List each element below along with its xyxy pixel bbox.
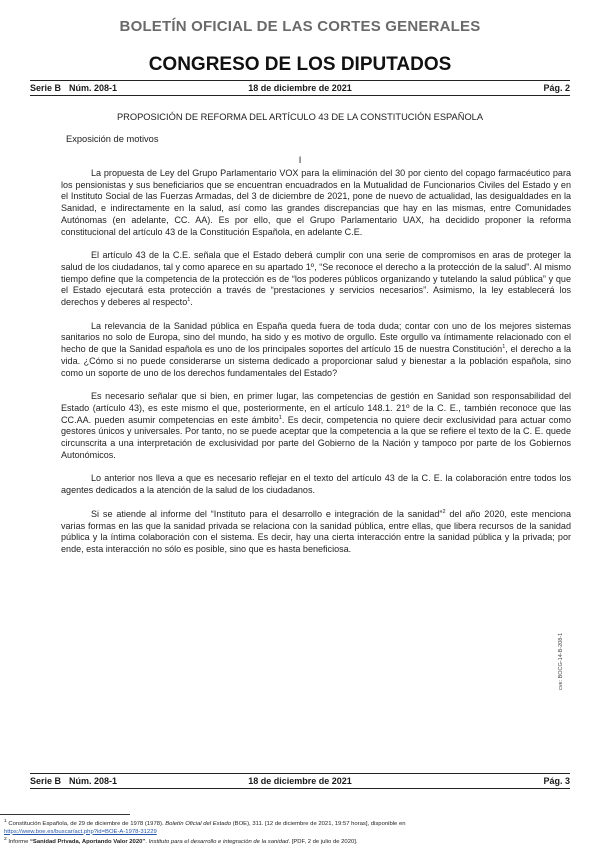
issue-date: 18 de diciembre de 2021 (248, 83, 352, 93)
cve-code: cve: BOCG-14-B-208-1 (558, 632, 564, 690)
footnotes (4, 818, 600, 847)
footer-series-bar (30, 773, 570, 789)
body-text (61, 168, 571, 568)
issue-number: Núm. 208-1 (69, 83, 118, 93)
publication-title: BOLETÍN OFICIAL DE LAS CORTES GENERALES (119, 18, 481, 35)
footnote-2: $^2$ Informe “Sanidad Privada, Aportando Valor 2020”. Instituto para el desarrollo e integración de la sanidad. [PDF, 2 de julio de 2020]. (4, 837, 358, 846)
paragraph: La propuesta de Ley del Grupo Parlamentario VOX para la eliminación del 30 por ciento del copago farmacéutico para los pensionistas y sus beneficiarios que se encuentran encuadrados en la Mutualidad de Funcionarios Civiles del Estado y en el Instituto Social de las Fuerzas Armadas, del 3 de diciembre de 2021, pone de nuevo de actualidad, las desigualdades en la Sanidad, e indirectamente en la salud, así como las grandes discrepancias que hay en las mismas, entre Comunidades Autónomas (en adelante, CC. AA). Es por ello, que el Grupo Parlamentario UAX, ha decidido proponer la reforma constitucional del artículo 43 de la Constitución Española, en adelante C.E. (61, 168, 571, 237)
series-label: Serie B (30, 776, 62, 786)
paragraph: La relevancia de la Sanidad pública en España queda fuera de toda duda; contar con uno de los mejores sistemas sanitarios no solo de Europa, sino del mundo, ha sido y es motivo de orgullo. Este orgullo va íntimamente relacionado con el hecho de que la Sanidad española es uno de los principales soportes del artículo 15 de nuestra Constitución$^1$, el derecho a la vida. ¿Cómo si no puede considerarse un sistema dedicado a proporcionar salud y bienestar a la población española, sino como un soporte de uno de los derechos fundamentales del Estado? (61, 320, 571, 378)
footnote-divider (0, 814, 130, 815)
footnote-ref[interactable]: 1 (502, 344, 506, 351)
footnote-1: $^1$ Constitución Española, de 29 de diciembre de 1978 (1978). Boletín Oficial del Estado (BOE), 311. [12 de diciembre de 2021, 19:57 horas], disponible en https://www.boe.es/buscar/act.php?id=BOE-A-1978-31229 (4, 819, 406, 835)
paragraph: Es necesario señalar que si bien, en primer lugar, las competencias de gestión en Sanidad son responsabilidad del Estado (artículo 43), es este mismo el que, posteriormente, en el artículo 148.1. 21º de la C. E., también reconoce que las CC.AA. pueden asumir competencias en este ámbito$^1$. Es decir, competencia no quiere decir exclusividad para actuar como gestores únicos y universales. Por tanto, no se puede aceptar que la competencia a la que se refiere el texto de la C. E. quede circunscrita a una interpretación de exclusividad por parte del Gobierno de la Nación y tampoco por parte de los Gobiernos Autonómicos. (61, 391, 571, 460)
page-number: Pág. 2 (543, 83, 570, 93)
footnote-ref[interactable]: 1 (278, 414, 282, 421)
document-title: PROPOSICIÓN DE REFORMA DEL ARTÍCULO 43 DE LA CONSTITUCIÓN ESPAÑOLA (116, 112, 484, 122)
issue-number: Núm. 208-1 (69, 776, 118, 786)
footnote-ref[interactable]: 1 (187, 297, 191, 304)
page-number: Pág. 3 (543, 776, 570, 786)
footnote-ref[interactable]: 2 (442, 508, 446, 515)
chamber-title: CONGRESO DE LOS DIPUTADOS (148, 54, 452, 75)
series-label: Serie B (30, 83, 62, 93)
paragraph: Si se atiende al informe del “Instituto para el desarrollo e integración de la sanidad”$^2$ del año 2020, este menciona varias formas en las que la sanidad privada se relaciona con la sanidad pública, entre ellas, que libera recursos de la sanidad pública y la íntima colaboración con el sistema. Es decir, hay una cierta interacción entre la sanidad pública y la privada; por ende, esta interacción no sólo es posible, sino que es hasta beneficiosa. (61, 508, 571, 554)
header-series-bar (30, 80, 570, 96)
paragraph: El artículo 43 de la C.E. señala que el Estado deberá cumplir con una serie de compromisos en aras de proteger la salud de los ciudadanos, tal y como aparece en su apartado 1º, “Se reconoce el derecho a la protección de la salud”. Al mismo tiempo define que la competencia de la protección es de “los poderes públicos organizando y tutelando la salud pública” y que el Estado ejecutará esta protección a través de “prestaciones y servicios necesarios”. Asimismo, la ley establecerá los derechos y deberes al respecto$^1$. (61, 250, 571, 308)
issue-date: 18 de diciembre de 2021 (248, 776, 352, 786)
roman-numeral-heading: I (298, 155, 302, 165)
section-heading: Exposición de motivos (66, 134, 159, 144)
paragraph: Lo anterior nos lleva a que es necesario reflejar en el texto del artículo 43 de la C. E. la colaboración entre todos los agentes dedicados a la atención de la salud de los ciudadanos. (61, 473, 571, 496)
boe-link[interactable]: https://www.boe.es/buscar/act.php?id=BOE-A-1978-31229 (4, 828, 157, 835)
